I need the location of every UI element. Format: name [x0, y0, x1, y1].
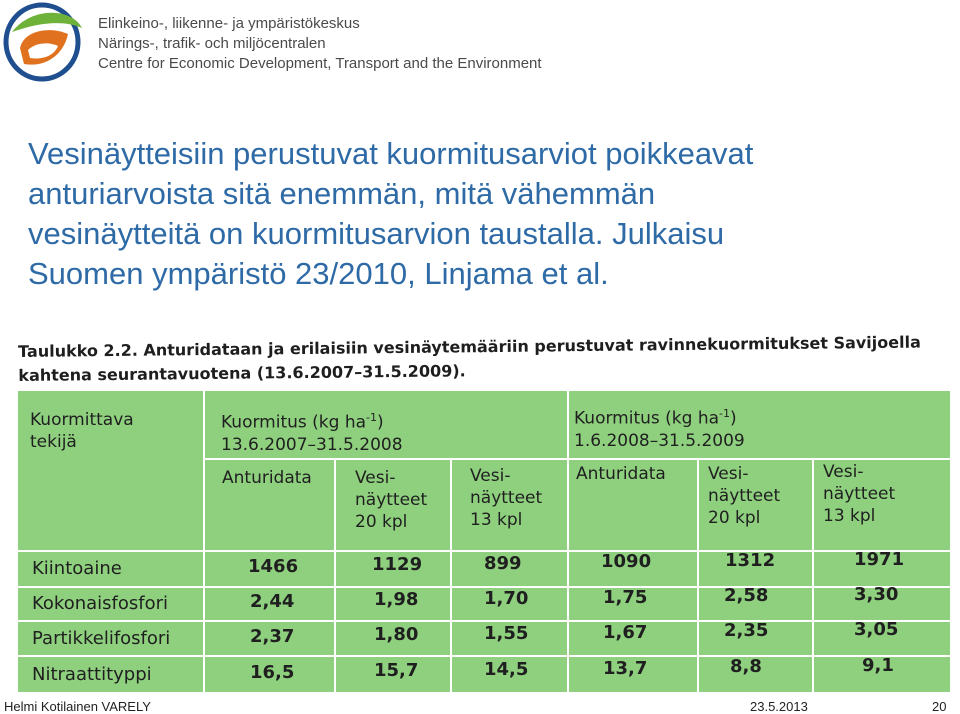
subheader-anturidata-2: Anturidata [576, 464, 666, 484]
table-cell: 14,5 [484, 659, 529, 680]
header [0, 0, 960, 95]
period-header-text: ) [729, 408, 737, 429]
title-line: Suomen ympäristö 23/2010, Linjama et al. [28, 256, 609, 291]
table-cell: 1129 [372, 554, 423, 575]
table-cell: 3,05 [854, 619, 899, 640]
table-caption [18, 330, 948, 388]
caption-line: kahtena seurantavuotena (13.6.2007–31.5.2009). [18, 361, 466, 385]
caption-line: Taulukko 2.2. Anturidataan ja erilaisiin vesinäytemääriin perustuvat ravinnekuormitukset Savijoella [18, 332, 921, 361]
period-header-text: Kuormitus (kg ha [221, 412, 367, 433]
period-header-dates: 13.6.2007–31.5.2008 [221, 434, 403, 455]
table-cell: 1,70 [484, 588, 529, 609]
org-name-en: Centre for Economic Development, Transport and the Environment [98, 55, 542, 72]
org-name-sv: Närings-, trafik- och miljöcentralen [98, 35, 326, 52]
load-table [18, 391, 950, 692]
subheader-anturidata-1: Anturidata [222, 468, 312, 488]
period-header-dates: 1.6.2008–31.5.2009 [574, 430, 745, 451]
table-cell: 1,80 [374, 624, 419, 645]
table-cell: 1090 [601, 551, 652, 572]
table-cell: 1,67 [603, 622, 648, 643]
table-cell: 1,98 [374, 589, 419, 610]
page-number: 20 [932, 699, 947, 714]
period-header-sup: -1 [366, 411, 377, 424]
period-header-sup: -1 [719, 407, 730, 420]
subheader-samples13-1: Vesi- näytteet 13 kpl [470, 466, 543, 530]
org-name-fi: Elinkeino-, liikenne- ja ympäristökeskus [98, 15, 360, 32]
table-cell: 15,7 [374, 660, 419, 681]
table-cell: 16,5 [250, 662, 295, 683]
row-label: Kiintoaine [32, 558, 122, 579]
footer-author: Helmi Kotilainen VARELY [4, 699, 151, 714]
table-cell: 899 [484, 553, 522, 574]
table-cell: 1,55 [484, 623, 529, 644]
slide-title [28, 134, 938, 294]
subheader-samples20-2: Vesi- näytteet 20 kpl [708, 464, 781, 528]
table-cell: 2,44 [250, 591, 295, 612]
footer-date: 23.5.2013 [750, 699, 808, 714]
table-cell: 3,30 [854, 584, 899, 605]
organization-name [98, 14, 542, 74]
table-cell: 13,7 [603, 658, 648, 679]
period-header-text: ) [376, 412, 384, 433]
ely-logo-icon [2, 2, 86, 84]
footer [0, 698, 960, 714]
row-label: Partikkelifosfori [32, 628, 171, 649]
title-line: vesinäytteitä on kuormitusarvion taustalla. Julkaisu [28, 216, 725, 251]
corner-header [30, 409, 134, 453]
period-header-1 [221, 407, 403, 456]
title-line: Vesinäytteisiin perustuvat kuormitusarviot poikkeavat [28, 136, 754, 171]
title-line: anturiarvoista sitä enemmän, mitä vähemmän [28, 176, 656, 211]
corner-header-line: tekijä [30, 432, 77, 452]
table-cell: 9,1 [862, 655, 894, 676]
row-label: Nitraattityppi [32, 664, 152, 685]
period-header-text: Kuormitus (kg ha [574, 408, 720, 429]
corner-header-line: Kuormittava [30, 410, 134, 430]
table-cell: 1971 [854, 549, 905, 570]
table-cell: 2,35 [724, 620, 769, 641]
table-cell: 8,8 [730, 656, 762, 677]
table-cell: 1312 [725, 550, 776, 571]
table-cell: 2,37 [250, 626, 295, 647]
period-header-2 [574, 403, 745, 452]
table-cell: 2,58 [724, 585, 769, 606]
table-cell: 1466 [248, 556, 299, 577]
subheader-samples20-1: Vesi- näytteet 20 kpl [355, 468, 428, 532]
row-label: Kokonaisfosfori [32, 593, 169, 614]
table-cell: 1,75 [603, 587, 648, 608]
subheader-samples13-2: Vesi- näytteet 13 kpl [823, 462, 896, 526]
